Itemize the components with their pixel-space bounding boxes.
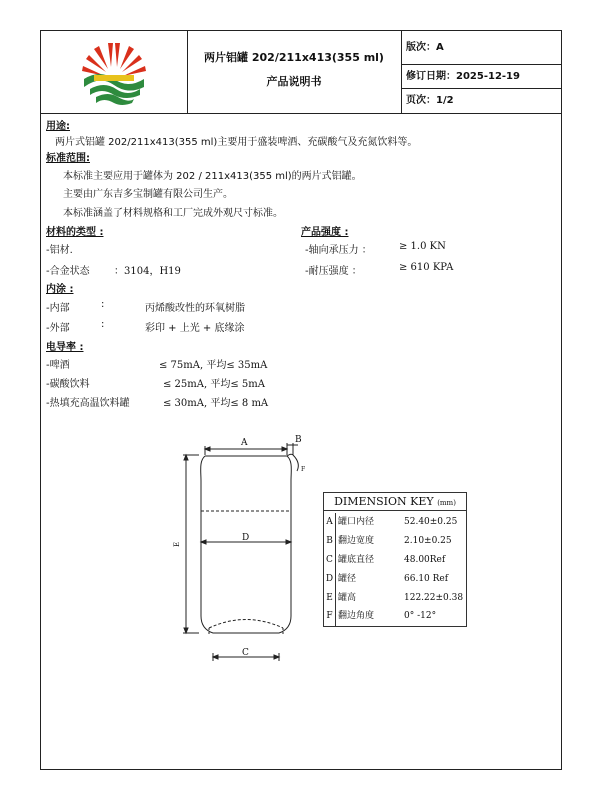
conductivity-value: ≤ 75mA, 平均≤ 35mA <box>159 360 268 371</box>
dimension-key-letter: C <box>324 551 336 570</box>
logo-cell <box>41 31 188 113</box>
company-logo <box>41 31 187 113</box>
document-title: 两片铝罐 202/211x413(355 ml) <box>204 51 384 64</box>
dimension-key-value: 0° -12° <box>404 611 437 621</box>
dim-label-e: E <box>173 541 181 547</box>
conductivity-label: -热填充高温饮料罐 <box>46 398 130 409</box>
version-field: 版次：A <box>401 31 561 65</box>
conductivity-heading: 电导率 : <box>46 342 84 353</box>
conductivity-value: ≤ 30mA, 平均≤ 8 mA <box>163 398 269 409</box>
dim-label-a: A <box>241 438 248 448</box>
title-cell <box>187 31 402 113</box>
dimension-key-name: 罐高 <box>338 593 357 603</box>
meta-cell <box>401 31 561 113</box>
dimension-key-value: 66.10 Ref <box>404 574 449 584</box>
strength-value: ≥ 610 KPA <box>399 262 454 273</box>
material-label: -铝材. <box>46 245 73 256</box>
scope-line: 主要由广东吉多宝制罐有限公司生产。 <box>63 189 233 200</box>
dimension-key-row <box>324 570 466 589</box>
dimension-key-value: 122.22±0.38 <box>404 593 464 603</box>
strength-label: -耐压强度 ： <box>305 266 362 277</box>
coating-heading: 内涂 : <box>46 284 74 295</box>
dimension-key-letter: D <box>324 570 336 589</box>
material-label: -合金状态 <box>46 266 90 277</box>
dimension-key-name: 翻边角度 <box>338 611 375 621</box>
dimension-key-unit: (mm) <box>437 499 456 507</box>
dimension-key-row <box>324 532 466 551</box>
purpose-text: 两片式铝罐 202/211x413(355 ml)主要用于盛装啤酒、充碳酸气及充氮饮料等。 <box>55 137 418 148</box>
document-header <box>41 31 561 114</box>
scope-heading: 标准范围: <box>46 153 90 164</box>
dimension-key-row <box>324 513 466 532</box>
dimension-key-name: 罐口内径 <box>338 517 375 527</box>
coating-separator: : <box>101 299 105 310</box>
dimension-key-name: 罐底直径 <box>338 555 375 565</box>
dimension-key-row <box>324 607 466 626</box>
purpose-heading: 用途: <box>46 121 70 132</box>
document-frame <box>40 30 562 770</box>
conductivity-label: -啤酒 <box>46 360 70 371</box>
strength-value: ≥ 1.0 KN <box>399 241 446 252</box>
document-subtitle: 产品说明书 <box>266 75 322 88</box>
can-drawing <box>161 431 331 661</box>
dimension-key-row <box>324 589 466 608</box>
dim-label-d: D <box>242 533 250 543</box>
dimension-key-name: 翻边宽度 <box>338 536 375 546</box>
conductivity-label: -碳酸饮料 <box>46 379 90 390</box>
dimension-key-title <box>324 493 466 511</box>
page-number-field: 页次：1/2 <box>406 95 454 106</box>
scope-line: 本标准涵盖了材料规格和工厂完成外观尺寸标准。 <box>63 208 283 219</box>
scope-line: 本标准主要应用于罐体为 202 / 211x413(355 ml)的两片式铝罐。 <box>63 171 362 182</box>
dimension-key-value: 52.40±0.25 <box>404 517 458 527</box>
coating-value: 彩印 + 上光 + 底缘涂 <box>145 323 245 334</box>
dim-label-f: F <box>301 466 306 473</box>
dim-label-b: B <box>295 435 302 445</box>
material-value: ：3104，H19 <box>114 266 181 277</box>
dimension-key-letter: E <box>324 589 336 608</box>
dimension-key-value: 48.00Ref <box>404 555 446 565</box>
conductivity-value: ≤ 25mA, 平均≤ 5mA <box>163 379 265 390</box>
dimension-key-title-text: DIMENSION KEY <box>334 495 434 508</box>
coating-value: 丙烯酸改性的环氧树脂 <box>145 303 245 314</box>
dimension-key-table <box>323 492 467 627</box>
coating-separator: : <box>101 319 105 330</box>
dimension-key-value: 2.10±0.25 <box>404 536 452 546</box>
dimension-key-letter: B <box>324 532 336 551</box>
revision-date-field: 修订日期：2025-12-19 <box>401 65 561 89</box>
coating-label: -内部 <box>46 303 70 314</box>
dimension-key-row <box>324 551 466 570</box>
dimension-key-name: 罐径 <box>338 574 357 584</box>
dimension-key-letter: F <box>324 607 336 626</box>
strength-heading: 产品强度 : <box>301 227 349 238</box>
strength-label: -轴向承压力 ： <box>305 245 372 256</box>
dim-label-c: C <box>242 648 249 658</box>
material-heading: 材料的类型 : <box>46 227 104 238</box>
dimension-key-letter: A <box>324 513 336 532</box>
coating-label: -外部 <box>46 323 70 334</box>
